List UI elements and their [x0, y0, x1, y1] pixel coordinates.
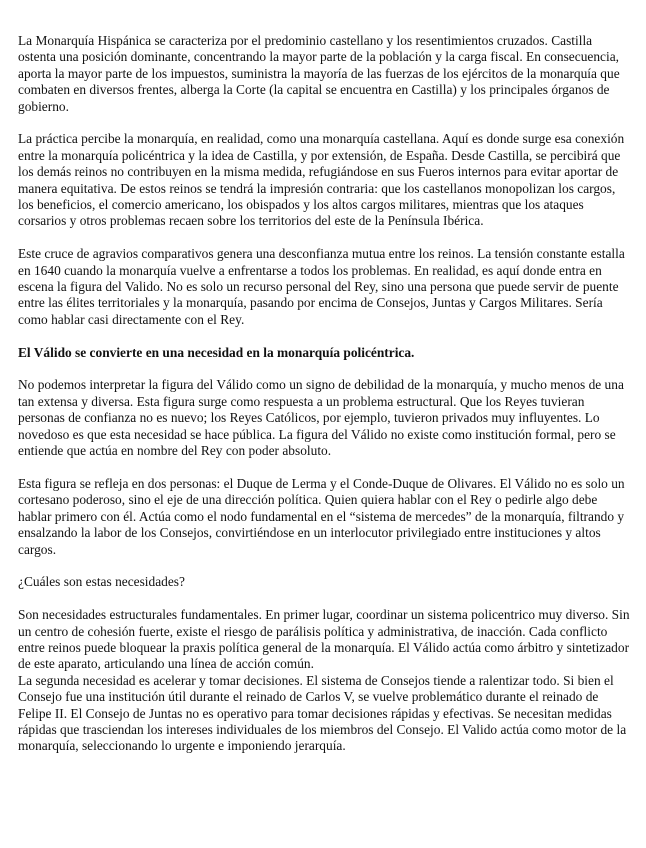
section-heading: El Válido se convierte en una necesidad en la monarquía policéntrica.: [18, 344, 415, 360]
paragraph-2: La práctica percibe la monarquía, en realidad, como una monarquía castellana. Aquí es donde surge esa conexión entre la monarquía policéntrica y la idea de Castilla, y por extensión, de España. Desde Castilla, se percibirá que los demás reinos no contribuyen en la misma medida, refugiándose en sus Fueros internos para evitar aportar de manera equitativa. De estos reinos se tendrá la impresión contraria: que los castellanos monopolizan los cargos, los beneficios, el comercio americano, los obispados y los altos cargos militares, mientras que los ataques corsarios y otros problemas recaen sobre los territorios del este de la Península Ibérica.: [18, 131, 625, 229]
paragraph-1: La Monarquía Hispánica se caracteriza por el predominio castellano y los resentimientos cruzados. Castilla ostenta una posición dominante, concentrando la mayor parte de la población y la carga fiscal. En consecuencia, aporta la mayor parte de los impuestos, suministra la mayoría de las fuerzas de los ejércitos de la monarquía que combaten en diversos frentes, alberga la Corte (la capital se encuentra en Castilla) y los principales órganos de gobierno.: [18, 33, 620, 114]
paragraph-4: No podemos interpretar la figura del Válido como un signo de debilidad de la monarquía, y mucho menos de una tan extensa y diversa. Esta figura surge como respuesta a un problema estructural. Que los Reyes tuvieran personas de confianza no es nuevo; los Reyes Católicos, por ejemplo, tuvieron privados muy influyentes. Lo novedoso es que esta necesidad se hace pública. La figura del Válido no existe como institución formal, pero se entiende que actúa en nombre del Rey con poder absoluto.: [18, 377, 624, 459]
paragraph-5: Esta figura se refleja en dos personas: el Duque de Lerma y el Conde-Duque de Olivares. El Válido no es solo un cortesano poderoso, sino el eje de una dirección política. Quien quiera hablar con el Rey o pedirle algo debe hablar primero con él. Actúa como el nodo fundamental en el “sistema de mercedes” de la monarquía, filtrando y ensalzando la labor de los Consejos, convirtiéndose en un interlocutor privilegiado entre instituciones y altos cargos.: [18, 475, 625, 557]
paragraph-6: Son necesidades estructurales fundamentales. En primer lugar, coordinar un sistema policentrico muy diverso. Sin un centro de cohesión fuerte, existe el riesgo de parálisis política y administrativa, de inacción. Cada conflicto entre reinos puede bloquear la praxis política general de la monarquía. El Válido actúa como árbitro y sintetizador de este aparato, articulando una línea de acción común.: [18, 607, 630, 672]
paragraph-3: Este cruce de agravios comparativos genera una desconfianza mutua entre los reinos. La tensión constante estalla en 1640 cuando la monarquía vuelve a enfrentarse a todos los problemas. En realidad, es aquí donde entra en escena la figura del Valido. No es solo un recurso personal del Rey, sino una persona que puede servir de puente entre las élites territoriales y la monarquía, pasando por encima de Consejos, Juntas y Cargos Militares. Sería como hablar casi directamente con el Rey.: [18, 246, 625, 327]
question-line: ¿Cuáles son estas necesidades?: [18, 574, 185, 590]
paragraph-7: La segunda necesidad es acelerar y tomar decisiones. El sistema de Consejos tiende a ralentizar todo. Si bien el Consejo fue una institución útil durante el reinado de Carlos V, se vuelve problemático durante el reinado de Felipe II. El Consejo de Juntas no es operativo para tomar decisiones rápidas y efectivas. Se necesitan medidas rápidas que trasciendan los intereses individuales de los miembros del Consejo. El Valido actúa como motor de la monarquía, seleccionando lo urgente e imponiendo jerarquía.: [18, 672, 627, 754]
